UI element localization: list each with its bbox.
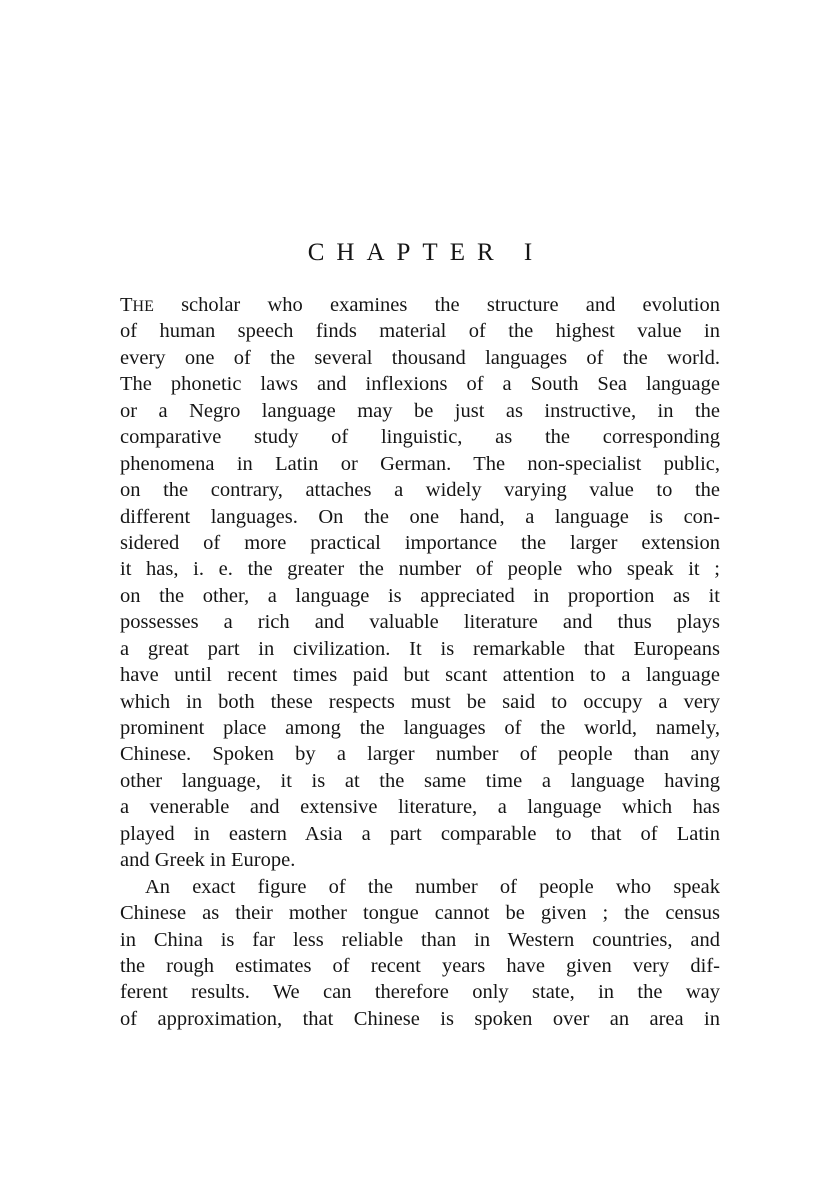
- text-line: An exact figure of the number of people who speak: [145, 875, 720, 898]
- text-line: The phonetic laws and inflexions of a South Sea language: [120, 373, 720, 396]
- text-line: on the contrary, attaches a widely varying value to the: [120, 479, 720, 502]
- text-line: of approximation, that Chinese is spoken over an area in: [120, 1007, 720, 1030]
- text-line: have until recent times paid but scant attention to a language: [120, 664, 720, 687]
- paragraph-2: [120, 874, 720, 1033]
- lead-small-caps: HE: [132, 298, 154, 315]
- text-line: Chinese as their mother tongue cannot be given ; the census: [120, 902, 720, 925]
- lead-cap: T: [120, 294, 133, 316]
- text-line: other language, it is at the same time a language having: [120, 769, 720, 792]
- text-line: it has, i. e. the greater the number of people who speak it ;: [120, 558, 720, 581]
- body-text: [120, 292, 720, 1032]
- text-line: in China is far less reliable than in Western countries, and: [120, 928, 720, 951]
- text-line: possesses a rich and valuable literature and thus plays: [120, 611, 720, 634]
- text-line: ferent results. We can therefore only state, in the way: [120, 981, 720, 1004]
- text-line: sidered of more practical importance the larger extension: [120, 531, 720, 554]
- text-line: THE scholar who examines the structure and evolution: [120, 294, 720, 316]
- text-line: and Greek in Europe.: [120, 849, 296, 872]
- text-line: a venerable and extensive literature, a language which has: [120, 796, 720, 819]
- text-line: Chinese. Spoken by a larger number of people than any: [120, 743, 720, 766]
- text-line: which in both these respects must be said to occupy a very: [120, 690, 720, 713]
- text-line: phenomena in Latin or German. The non-specialist public,: [120, 452, 720, 475]
- text-line: on the other, a language is appreciated in proportion as it: [120, 584, 720, 607]
- chapter-heading: CHAPTER I: [307, 239, 545, 266]
- text-line: played in eastern Asia a part comparable to that of Latin: [120, 822, 720, 845]
- paragraph-1: [120, 292, 720, 874]
- text-line: or a Negro language may be just as instructive, in the: [120, 399, 720, 422]
- text-line: different languages. On the one hand, a language is con-: [120, 505, 720, 528]
- text-line: a great part in civilization. It is remarkable that Europeans: [120, 637, 720, 660]
- text-line: prominent place among the languages of the world, namely,: [120, 717, 720, 739]
- text-line: the rough estimates of recent years have given very dif-: [120, 954, 720, 977]
- text-line: of human speech finds material of the highest value in: [120, 320, 720, 343]
- text-line: every one of the several thousand languages of the world.: [120, 346, 720, 369]
- text-line: comparative study of linguistic, as the corresponding: [120, 426, 720, 449]
